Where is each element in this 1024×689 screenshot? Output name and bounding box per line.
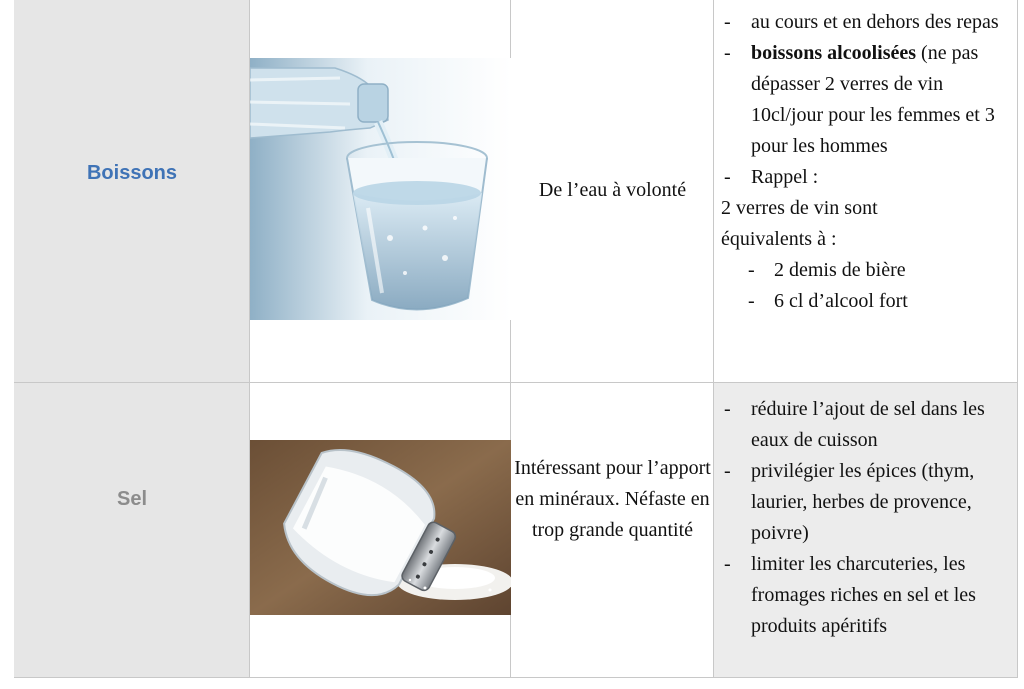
table-row-sel [14,383,1018,678]
note-line: équivalents à : [721,228,837,250]
list-item: - Rappel : [724,166,819,188]
list-item: - boissons alcoolisées (ne pas dépasser 2 verres de vin 10cl/jour pour les femmes et 3 pour les hommes [724,42,995,157]
list-item: - privilégier les épices (thym, laurier, herbes de provence, poivre) [724,460,975,544]
image-cell [250,0,511,383]
sub-list-item: - 6 cl d’alcool fort [748,290,908,312]
list-item: - au cours et en dehors des repas [724,11,999,33]
description-text: Intéressant pour l’apport en minéraux. Néfaste en trop grande quantité [514,457,711,541]
category-label-sel: Sel [116,488,148,510]
description-cell [511,0,714,383]
category-cell [14,0,250,383]
notes-cell [714,383,1018,678]
table-bottom-border [14,677,1018,678]
list-item: - réduire l’ajout de sel dans les eaux de cuisson [724,398,985,451]
category-cell [14,383,250,678]
table-row-boissons [14,0,1018,383]
notes-cell [714,0,1018,383]
sub-list-item: - 2 demis de bière [748,259,906,281]
description-text: De l’eau à volonté [538,179,687,201]
nutrition-table [14,0,1018,678]
note-line: 2 verres de vin sont [721,197,878,219]
notes-list [721,7,1011,317]
category-label-boissons: Boissons [86,162,178,184]
description-cell [511,383,714,678]
water-glass-photo [250,58,511,320]
image-cell [250,383,511,678]
notes-list [721,394,1011,642]
list-item: - limiter les charcuteries, les fromages riches en sel et les produits apéritifs [724,553,976,637]
salt-shaker-photo [250,440,511,615]
